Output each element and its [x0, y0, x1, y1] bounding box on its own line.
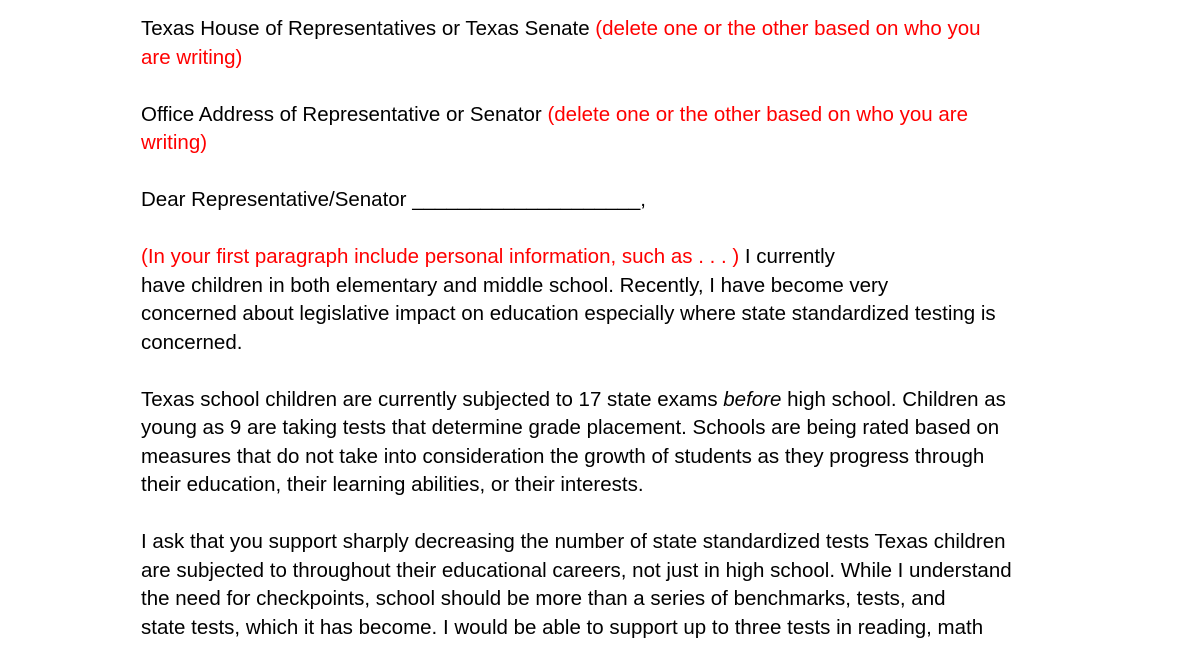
instruction-text: (In your first paragraph include personal information, such as . . . ) — [141, 245, 740, 268]
body-text-line: have children in both elementary and middle school. Recently, I have become very — [141, 273, 889, 297]
body-text-line: concerned about legislative impact on education especially where state standardized testing is — [141, 302, 996, 325]
salutation — [141, 186, 1071, 215]
body-text-line: young as 9 are taking tests that determine grade placement. Schools are being rated based on — [141, 416, 1000, 439]
instruction-text-continued: are writing) — [141, 45, 243, 69]
text-line — [141, 243, 1071, 272]
instruction-text: (delete one or the other based on who you — [595, 17, 981, 40]
letter-document — [141, 15, 1071, 671]
recipient-chamber-text: Texas House of Representatives or Texas Senate — [141, 17, 596, 40]
emphasis-text: before — [723, 387, 782, 411]
recipient-chamber-paragraph — [141, 15, 1071, 72]
body-text-line: measures that do not take into consideration the growth of students as they progress through — [141, 444, 985, 468]
body-text: I currently — [739, 245, 835, 268]
body-text-line: concerned. — [141, 330, 243, 354]
text-line — [141, 15, 1071, 44]
office-address-text: Office Address of Representative or Senator — [141, 102, 548, 126]
body-text-line: are subjected to throughout their educational careers, not just in high school. While I understand — [141, 558, 1012, 582]
office-address-paragraph — [141, 101, 1071, 158]
body-text-line: their education, their learning abilities, or their interests. — [141, 473, 644, 496]
instruction-text: (delete one or the other based on who you are — [547, 102, 968, 126]
body-text: Texas school children are currently subjected to 17 state exams — [141, 387, 724, 411]
testing-facts-paragraph — [141, 386, 1071, 500]
body-text-line: the need for checkpoints, school should be more than a series of benchmarks, tests, and — [141, 587, 946, 610]
text-line — [141, 386, 1071, 415]
body-text-line: I ask that you support sharply decreasing the number of state standardized tests Texas children — [141, 530, 1006, 553]
text-line — [141, 101, 1071, 130]
request-paragraph — [141, 528, 1071, 642]
instruction-text-continued: writing) — [141, 131, 208, 154]
salutation-text: Dear Representative/Senator ____________________, — [141, 188, 646, 211]
body-text-line: state tests, which it has become. I would be able to support up to three tests in reading, math — [141, 615, 984, 639]
intro-paragraph — [141, 243, 1071, 357]
body-text: high school. Children as — [781, 387, 1006, 411]
